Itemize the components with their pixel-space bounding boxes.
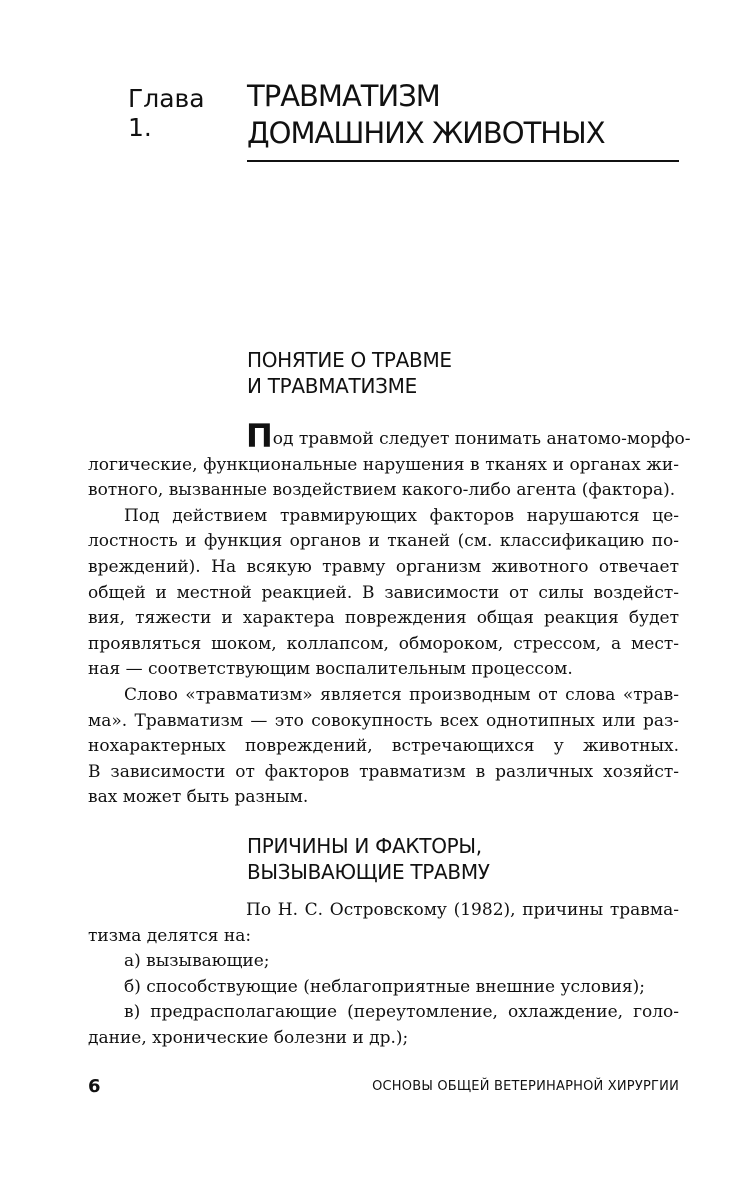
text-line: б) способствующие (неблагоприятные внешние условия);: [124, 976, 646, 997]
text-line: а) вызывающие;: [124, 951, 270, 972]
section-title-1: [247, 347, 687, 399]
chapter-title: [247, 78, 687, 152]
text-line: По Н. С. Островскому (1982), причины травма-: [246, 900, 679, 920]
list-item: [88, 975, 679, 1001]
chapter-label: Глава 1.: [128, 84, 205, 142]
list-item: [88, 1000, 679, 1051]
section-2-body: [88, 898, 679, 1052]
section-title-2-line-2: ВЫЗЫВАЮЩИЕ ТРАВМУ: [247, 860, 490, 884]
section-1-body: [88, 417, 691, 811]
paragraph: [88, 417, 691, 504]
text-line: тизма делятся на:: [88, 925, 252, 946]
text-line: дание, хронические болезни и др.);: [88, 1027, 409, 1048]
section-title-1-line-2: И ТРАВМАТИЗМЕ: [247, 374, 417, 398]
paragraph: [88, 898, 679, 949]
text-line: лостность и функция органов и тканей (см. классификацию по-: [88, 531, 679, 552]
text-line: Под травмой следует понимать анатомо-морфо-: [246, 417, 691, 455]
page-footer: [88, 1076, 679, 1100]
text-line: проявляться шоком, коллапсом, обмороком, стрессом, а мест-: [88, 633, 679, 654]
text-line: В зависимости от факторов травматизм в различных хозяйст-: [88, 761, 679, 782]
text-line: логические, функциональные нарушения в тканях и органах жи-: [88, 454, 679, 475]
running-title: ОСНОВЫ ОБЩЕЙ ВЕТЕРИНАРНОЙ ХИРУРГИИ: [372, 1079, 679, 1094]
text-line: вреждений). На всякую травму организм животного отвечает: [88, 556, 679, 577]
text-line: в) предрасполагающие (переутомление, охлаждение, голо-: [124, 1002, 679, 1023]
text-line: вах может быть разным.: [88, 787, 309, 808]
text-line: общей и местной реакцией. В зависимости от силы воздейст-: [88, 582, 679, 603]
chapter-title-line-1: ТРАВМАТИЗМ: [247, 79, 440, 113]
drop-cap: П: [246, 417, 273, 455]
section-title-1-line-1: ПОНЯТИЕ О ТРАВМЕ: [247, 348, 452, 372]
text-line: нохарактерных повреждений, встречающихся у животных.: [88, 736, 679, 757]
section-title-2-line-1: ПРИЧИНЫ И ФАКТОРЫ,: [247, 834, 482, 858]
text-line: вотного, вызванные воздействием какого-либо агента (фактора).: [88, 480, 676, 501]
chapter-rule: [247, 160, 679, 162]
text-line: вия, тяжести и характера повреждения общая реакция будет: [88, 608, 679, 629]
text-line: ма». Травматизм — это совокупность всех однотипных или раз-: [88, 710, 679, 731]
chapter-title-line-2: ДОМАШНИХ ЖИВОТНЫХ: [247, 116, 605, 150]
list-item: [88, 949, 679, 975]
text-line: Под действием травмирующих факторов нарушаются це-: [124, 505, 679, 526]
paragraph: [88, 683, 679, 811]
text-line: Слово «травматизм» является производным от слова «трав-: [124, 684, 679, 705]
paragraph: [88, 504, 679, 683]
text-line: ная — соответствующим воспалительным процессом.: [88, 659, 573, 680]
page-number: 6: [88, 1076, 101, 1097]
section-title-2: [247, 833, 687, 885]
